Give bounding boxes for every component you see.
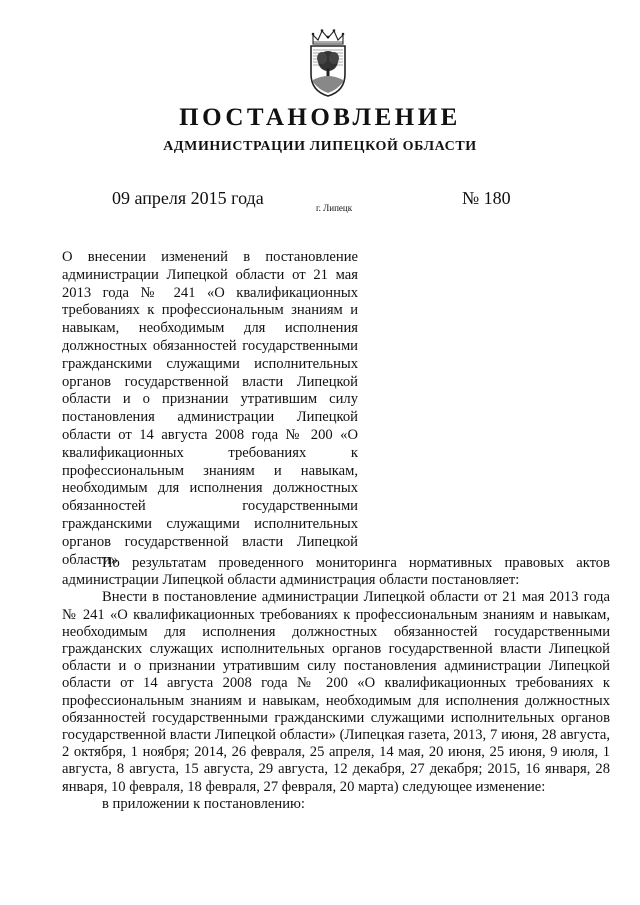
body-paragraph: Внести в постановление администрации Липецкой области от 21 мая 2013 года № 241 «О квалификационных требованиях к профессиональным знаниям и навыкам, необходимым для исполнения должностных обязанностей государственными гражданских служащих исполнительных органов государственной власти Липецкой области и о признании утратившим силу постановления администрации Липецкой области от 14 августа 2008 года № 200 «О квалификационных требованиях к профессиональным знаниям и навыкам, необходимым для исполнения должностных обязанностей государственными гражданскими служащими исполнительных органов государственной власти Липецкой области» (Липецкая газета, 2013, 7 июня, 28 августа, 2 октября, 1 ноября; 2014, 26 февраля, 25 апреля, 14 мая, 20 июня, 25 июня, 9 июля, 1 августа, 8 августа, 15 августа, 29 августа, 12 декабря, 27 декабря; 2015, 16 января, 28 января, 10 февраля, 18 февраля, 27 февраля, 20 марта) следующее изменение: (62, 589, 610, 795)
issuer-title: АДМИНИСТРАЦИИ ЛИПЕЦКОЙ ОБЛАСТИ (163, 139, 477, 154)
body-paragraph: в приложении к постановлению: (102, 795, 305, 812)
document-date: 09 апреля 2015 года (112, 188, 264, 208)
document-subject: О внесении изменений в постановление администрации Липецкой области от 21 мая 2013 года № 241 «О квалификационных требованиях к профессиональным знаниям и навыкам, необходимым для исполнения должностных обязанностей государственными гражданскими служащими исполнительных органов государственной власти Липецкой области и о признании утратившим силу постановления администрации Липецкой области от 14 августа 2008 года № 200 «О квалификационных требованиях к профессиональным знаниям и навыкам, необходимым для исполнения должностных обязанностей государственными гражданскими служащими исполнительных органов государственной власти Липецкой области» (62, 249, 358, 568)
lipetsk-region-coat-of-arms-icon (303, 28, 353, 98)
body-paragraph: По результатам проведенного мониторинга нормативных правовых актов администрации Липецкой области администрация области постановляет: (62, 555, 610, 589)
document-type-title: ПОСТАНОВЛЕНИЕ (179, 104, 461, 131)
document-body (62, 555, 610, 813)
document-number: № 180 (462, 188, 511, 208)
document-city: г. Липецк (316, 203, 353, 213)
